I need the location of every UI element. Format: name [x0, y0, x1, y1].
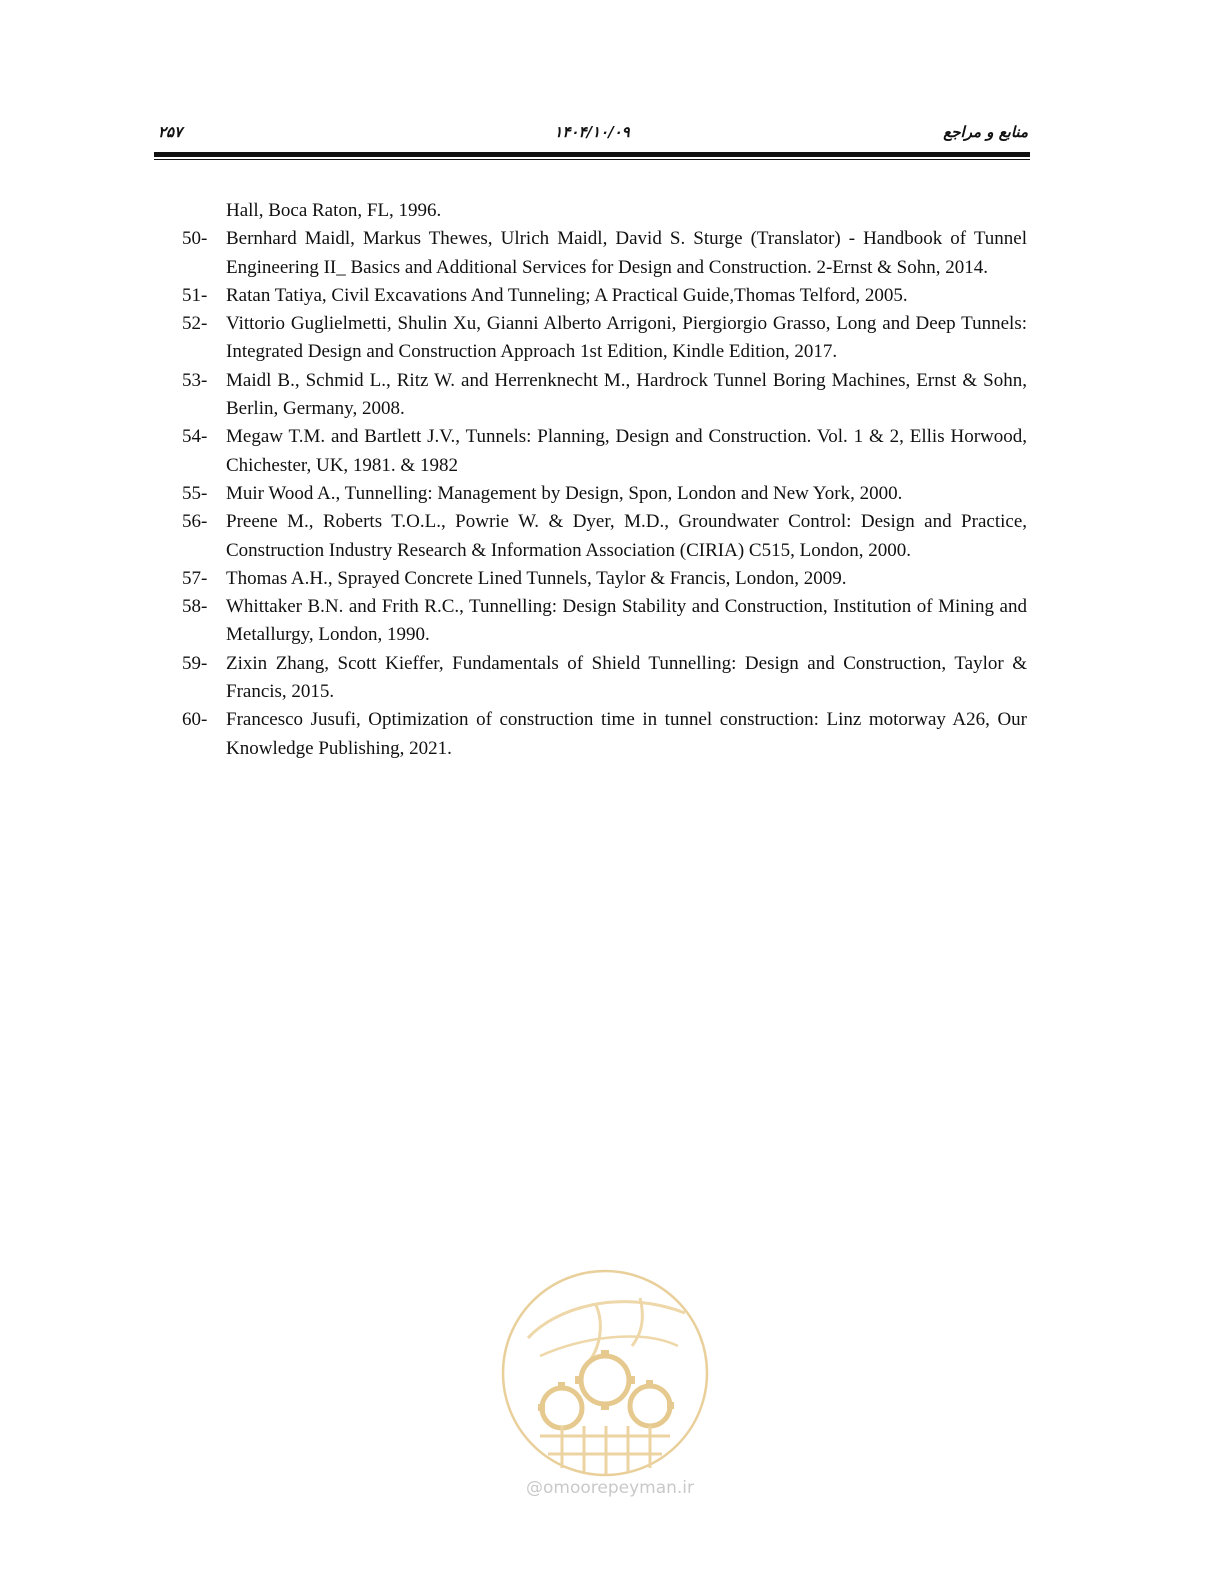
- reference-text: Zixin Zhang, Scott Kieffer, Fundamentals of Shield Tunnelling: Design and Construction, Taylor & Francis, 2015.: [226, 652, 1027, 703]
- reference-item: [182, 480, 1027, 508]
- watermark-site: @omoorepeyman.ir: [525, 1478, 695, 1498]
- reference-number: 56-: [182, 511, 208, 533]
- reference-item: [182, 706, 1027, 763]
- reference-item: [182, 565, 1027, 593]
- reference-number: 55-: [182, 482, 208, 504]
- grid-icon: [540, 1426, 670, 1474]
- header-date: ۱۴۰۴/۱۰/۰۹: [554, 123, 630, 141]
- reference-item: [182, 650, 1027, 707]
- reference-number: 60-: [182, 709, 208, 731]
- section-title: منابع و مراجع: [943, 123, 1028, 141]
- page-number: ۲۵۷: [158, 123, 183, 141]
- reference-number: 52-: [182, 313, 208, 335]
- reference-continuation: Hall, Boca Raton, FL, 1996.: [226, 200, 442, 221]
- reference-text: Muir Wood A., Tunnelling: Management by Design, Spon, London and New York, 2000.: [226, 482, 903, 504]
- reference-number: 53-: [182, 369, 208, 391]
- reference-text: Whittaker B.N. and Frith R.C., Tunnelling: Design Stability and Construction, Institution of Mining and Metallurgy, London, 1990.: [226, 596, 1027, 646]
- reference-text: Thomas A.H., Sprayed Concrete Lined Tunnels, Taylor & Francis, London, 2009.: [226, 567, 847, 589]
- reference-item: [182, 225, 1027, 282]
- reference-text: Bernhard Maidl, Markus Thewes, Ulrich Maidl, David S. Sturge (Translator) - Handbook of Tunnel Engineering II_ Basics and Additional Services for Design and Construction. 2-Ernst & Sohn, 2014.: [226, 228, 1027, 278]
- reference-item: [182, 423, 1027, 480]
- header-rule-thick: [154, 152, 1030, 157]
- reference-item: [182, 508, 1027, 565]
- page-header: [154, 118, 1030, 152]
- reference-text: Preene M., Roberts T.O.L., Powrie W. & Dyer, M.D., Groundwater Control: Design and Practice, Construction Industry Research & Information Association (CIRIA) C515, London, 2000.: [226, 511, 1027, 561]
- reference-text: Vittorio Guglielmetti, Shulin Xu, Gianni Alberto Arrigoni, Piergiorgio Grasso, Long and Deep Tunnels: Integrated Design and Construction Approach 1st Edition, Kindle Edition, 2017.: [226, 313, 1027, 363]
- reference-text: Ratan Tatiya, Civil Excavations And Tunneling; A Practical Guide,Thomas Telford, 2005.: [226, 284, 908, 306]
- reference-number: 57-: [182, 567, 208, 589]
- reference-item: [182, 593, 1027, 650]
- gear-icon: [542, 1356, 670, 1428]
- reference-number: 50-: [182, 228, 208, 250]
- reference-item: [182, 282, 1027, 310]
- reference-item: [182, 367, 1027, 424]
- reference-text: Francesco Jusufi, Optimization of construction time in tunnel construction: Linz motorway A26, Our Knowledge Publishing, 2021.: [226, 709, 1027, 759]
- reference-number: 51-: [182, 284, 208, 306]
- reference-number: 54-: [182, 426, 208, 448]
- reference-text: Megaw T.M. and Bartlett J.V., Tunnels: Planning, Design and Construction. Vol. 1 & 2, Ellis Horwood, Chichester, UK, 1981. & 1982: [226, 426, 1027, 476]
- reference-number: 58-: [182, 596, 208, 618]
- header-rule-thin: [154, 159, 1030, 160]
- reference-item: [182, 310, 1027, 367]
- watermark-logo: [500, 1268, 710, 1478]
- reference-number: 59-: [182, 652, 208, 674]
- reference-list: [182, 197, 1027, 763]
- reference-text: Maidl B., Schmid L., Ritz W. and Herrenknecht M., Hardrock Tunnel Boring Machines, Ernst & Sohn, Berlin, Germany, 2008.: [226, 369, 1027, 420]
